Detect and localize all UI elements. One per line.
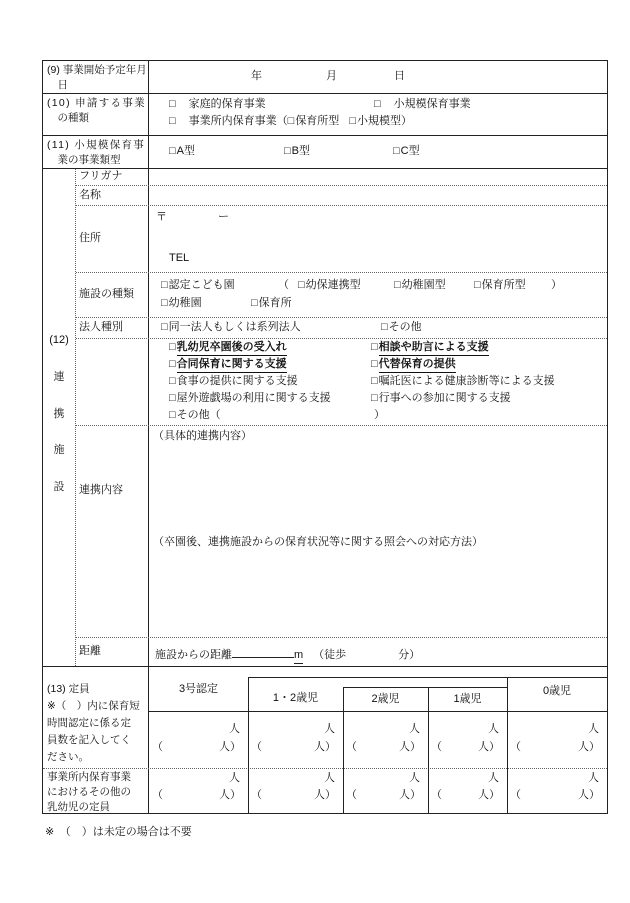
facility-kind-row [76, 273, 607, 318]
capacity-cell-age-2[interactable]: 人 （ 人） [346, 723, 421, 753]
capacity-section [43, 667, 607, 813]
checkbox-support-doctor[interactable]: □ 嘱託医による健康診断等による支援 [371, 375, 555, 387]
checkbox-icon: □ [374, 98, 381, 110]
checkbox-support-other[interactable]: □ その他（ [169, 409, 221, 421]
checkbox-icon: □ [371, 341, 378, 353]
cooperation-inquiry-hint: （卒園後、連携施設からの保育状況等に関する照会への対応方法） [153, 536, 483, 548]
capacity-cell-nintei3[interactable]: 人 （ 人） [152, 723, 241, 753]
checkbox-yoho-renkei-type[interactable]: □ 幼保連携型 [298, 279, 361, 291]
header-age-2: 2歳児 [371, 693, 400, 705]
cooperation-content-label: 連携内容 [76, 426, 149, 637]
start-date-input-area[interactable] [149, 61, 607, 93]
distance-input-blank[interactable] [232, 644, 294, 658]
paren-open: （ [278, 279, 289, 291]
checkbox-icon: □ [394, 279, 401, 291]
capacity-other-cell-age-1-2[interactable]: 人 （ 人） [251, 772, 336, 801]
postal-mark: 〒 [156, 211, 167, 223]
capacity-other-cell-age-2[interactable]: 人 （ 人） [346, 772, 421, 801]
support-options-row [76, 339, 607, 426]
address-input-area[interactable] [149, 206, 607, 272]
support-other-close-paren: ） [374, 409, 385, 421]
month-label: 月 [326, 70, 337, 82]
checkbox-icon: □ [169, 392, 176, 404]
small-daycare-type-label: (11) 小規模保育事 業の事業類型 [43, 136, 149, 168]
cooperation-facility-section [43, 169, 607, 667]
facility-name-input-area[interactable] [149, 186, 607, 205]
header-nintei3: 3号認定 [178, 683, 219, 695]
facility-kind-label: 施設の種類 [76, 273, 149, 317]
checkbox-icon: □ [474, 279, 481, 291]
capacity-other-cell-age-0[interactable]: 人 （ 人） [510, 772, 600, 801]
checkbox-icon: □ [169, 375, 176, 387]
cooperation-facility-rows [76, 169, 607, 666]
paren-close: ） [551, 279, 562, 291]
capacity-label: (13) 定員 ※（ ）内に保育短 時間認定に係る定 員数を記入してく ださい。 [43, 667, 149, 813]
checkbox-icon: □ [371, 358, 378, 370]
checkbox-onsite-hoikusho-type[interactable]: □ 保育所型 [287, 115, 340, 127]
corporation-type-row [76, 318, 607, 339]
distance-prefix: 施設からの距離 [155, 649, 232, 661]
checkbox-icon: □ [393, 145, 400, 157]
checkbox-hoikusho-gata-type[interactable]: □ 保育所型 [474, 279, 526, 291]
walk-close: 分） [398, 649, 421, 661]
cooperation-content-row [76, 426, 607, 638]
table-border-line [248, 677, 607, 678]
checkbox-same-corporation[interactable]: □ 同一法人もしくは系列法人 [161, 321, 301, 333]
address-row [76, 206, 607, 273]
checkbox-icon: □ [169, 358, 176, 370]
checkbox-icon: □ [161, 321, 168, 333]
capacity-other-cell-age-1[interactable]: 人 （ 人） [431, 772, 500, 801]
checkbox-icon: □ [169, 341, 176, 353]
year-label: 年 [251, 70, 262, 82]
checkbox-support-joint-childcare[interactable]: □ 合同保育に関する支援 [169, 358, 287, 373]
checkbox-icon: □ [371, 375, 378, 387]
distance-label: 距離 [76, 638, 149, 666]
checkbox-icon: □ [284, 145, 291, 157]
checkbox-support-graduate-acceptance[interactable]: □ 乳幼児卒園後の受入れ [169, 341, 287, 356]
checkbox-onsite-small-type[interactable]: □ 小規模型） [349, 115, 412, 127]
checkbox-yochien[interactable]: □ 幼稚園 [161, 297, 202, 309]
checkbox-icon: □ [371, 392, 378, 404]
header-age-0: 0歳児 [542, 685, 572, 697]
header-age-1: 1歳児 [453, 693, 482, 705]
furigana-label: フリガナ [76, 169, 149, 185]
capacity-other-cell-nintei3[interactable]: 人 （ 人） [152, 772, 241, 801]
checkbox-family-daycare[interactable]: □ 家庭的保育事業 [169, 98, 266, 110]
checkbox-type-b[interactable]: □ B型 [284, 145, 310, 157]
checkbox-nintei-kodomoen[interactable]: □ 認定こども園 [161, 279, 235, 291]
checkbox-icon: □ [169, 115, 176, 127]
header-age-1-2: 1・2歳児 [272, 692, 319, 704]
checkbox-support-events[interactable]: □ 行事への参加に関する支援 [371, 392, 511, 404]
cooperation-content-hint: （具体的連携内容） [153, 430, 252, 442]
small-daycare-type-options [149, 136, 607, 168]
checkbox-icon: □ [298, 279, 305, 291]
cooperation-content-input-area[interactable] [149, 426, 607, 637]
facility-kind-options [149, 273, 607, 317]
checkbox-small-daycare[interactable]: □ 小規模保育事業 [374, 98, 471, 110]
checkbox-icon: □ [161, 279, 168, 291]
checkbox-yochien-type[interactable]: □ 幼稚園型 [394, 279, 446, 291]
checkbox-icon: □ [169, 98, 176, 110]
walk-open: （徒歩 [313, 649, 347, 661]
support-options-content [149, 339, 607, 425]
capacity-cell-age-1-2[interactable]: 人 （ 人） [251, 723, 336, 753]
applied-business-type-row [43, 94, 607, 136]
applied-business-type-label: (10) 申請する事業 の種類 [43, 94, 149, 135]
postal-dash: ー [218, 211, 229, 223]
address-label: 住所 [76, 206, 149, 272]
checkbox-hoikusho[interactable]: □ 保育所 [251, 297, 292, 309]
day-label: 日 [394, 70, 405, 82]
checkbox-icon: □ [169, 409, 176, 421]
applied-business-type-options [149, 94, 607, 135]
furigana-row [76, 169, 607, 186]
application-form-table [42, 60, 608, 814]
distance-row [76, 638, 607, 666]
onsite-other-infants-label: 事業所内保育事業 におけるその他の 乳幼児の定員 [47, 771, 131, 813]
checkbox-support-consultation[interactable]: □ 相談や助言による支援 [371, 341, 489, 356]
business-start-date-row [43, 61, 607, 94]
corporation-type-options [149, 318, 607, 338]
checkbox-support-substitute-childcare[interactable]: □ 代替保育の提供 [371, 358, 456, 373]
tel-label: TEL [169, 252, 190, 264]
distance-unit: m [294, 649, 303, 664]
facility-name-row [76, 186, 607, 206]
capacity-cell-age-1[interactable]: 人 （ 人） [431, 723, 500, 753]
checkbox-icon: □ [169, 145, 176, 157]
checkbox-icon: □ [287, 115, 295, 127]
corporation-type-label: 法人種別 [76, 318, 149, 338]
table-border-line [343, 687, 507, 688]
checkbox-icon: □ [381, 321, 388, 333]
onsite-daycare-line [169, 115, 412, 129]
start-date-label: (9) 事業開始予定年月 日 [43, 61, 149, 93]
checkbox-support-meal[interactable]: □ 食事の提供に関する支援 [169, 375, 298, 387]
checkbox-icon: □ [349, 115, 356, 127]
support-options-empty-label [76, 339, 149, 425]
checkbox-icon: □ [251, 297, 258, 309]
checkbox-corporation-other[interactable]: □ その他 [381, 321, 422, 333]
checkbox-type-c[interactable]: □ C型 [393, 145, 420, 157]
cooperation-facility-vertical-title: (12) 連 携 施 設 [43, 169, 76, 666]
furigana-input-area[interactable] [149, 169, 607, 185]
footnote-note: ※ （ ）は未定の場合は不要 [45, 826, 192, 838]
distance-content [149, 638, 607, 666]
facility-name-label: 名称 [76, 186, 149, 205]
capacity-cell-age-0[interactable]: 人 （ 人） [510, 723, 600, 753]
checkbox-onsite-daycare[interactable]: □ 事業所内保育事業（ [169, 115, 288, 127]
checkbox-support-playground[interactable]: □ 屋外遊戯場の利用に関する支援 [169, 392, 331, 404]
checkbox-icon: □ [161, 297, 168, 309]
checkbox-type-a[interactable]: □ A型 [169, 145, 195, 157]
small-daycare-type-row [43, 136, 607, 169]
